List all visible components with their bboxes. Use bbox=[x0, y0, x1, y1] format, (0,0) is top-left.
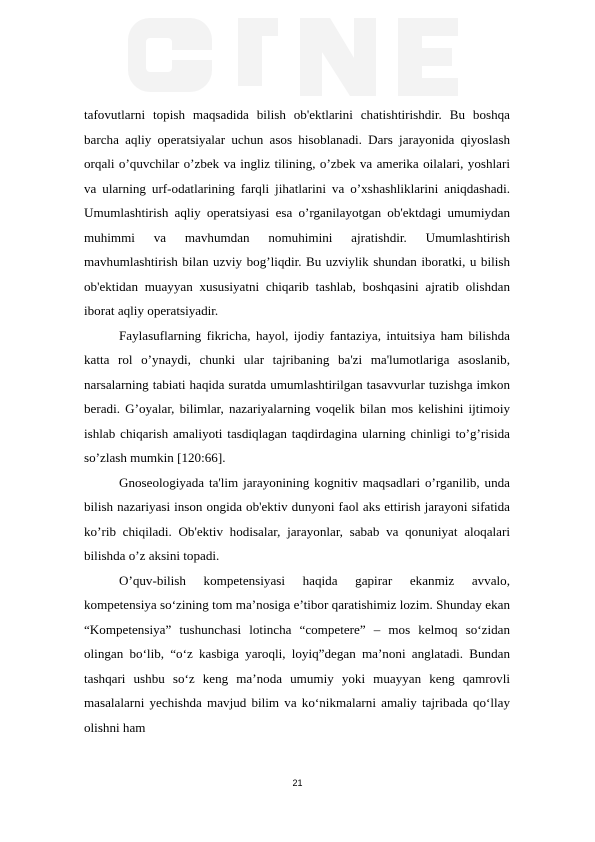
paragraph-2: Faylasuflarning fikricha, hayol, ijodiy fantaziya, intuitsiya ham bilishda katta rol o’ynaydi, chunki ular tajribaning ba'zi ma'lumotlariga asoslanib, narsalarning tabiati haqida suratda umumlashtirilgan tasavvurlar tuzishga imkon beradi. G’oyalar, bilimlar, nazariyalarning voqelik bilan mos kelishini ijtimoiy ishlab chiqarish amaliyoti tasdiqlagan taqdirdagina ularning chinligi to’g’risida so’zlash mumkin [120:66]. bbox=[84, 327, 510, 465]
document-body bbox=[84, 103, 510, 740]
paragraph-3: Gnoseologiyada ta'lim jarayonining kognitiv maqsadlari o’rganilib, unda bilish nazariyasi inson ongida ob'ektiv dunyoni faol aks ettirish jarayoni sifatida ko’rib chiqiladi. Ob'ektiv hodisalar, jarayonlar, sabab va qonuniyat aloqalari bilishda o’z aksini topadi. bbox=[84, 474, 510, 563]
page-number: 21 bbox=[292, 778, 303, 788]
paragraph-1: tafovutlarni topish maqsadida bilish ob'ektlarini chatishtirishdir. Bu boshqa barcha aqliy operatsiyalar uchun asos hisoblanadi. Dars jarayonida qiyoslash orqali o’quvchilar o’zbek va ingliz tilining, o’zbek va amerika oilalari, yoshlari va ularning urf-odatlarining farqli jihatlarini va o’xshashliklarini aniqdashadi. Umumlashtirish aqliy operatsiyasi esa o’rganilayotgan ob'ektdagi umumiydan muhimmi va mavhumdan nomuhimini ajratishdir. Umumlashtirish mavhumlashtirish bilan uzviy bog’liqdir. Bu uzviylik shundan iboratki, u bilish ob'ektidan muayyan xususiyatni chiqarib tashlab, boshqasini ajratib olishdan iborat aqliy operatsiyadir. bbox=[84, 107, 510, 318]
paragraph-4: O’quv-bilish kompetensiyasi haqida gapirar ekanmiz avvalo, kompetensiya so‘zining tom ma’nosiga e’tibor qaratishimiz lozim. Shunday ekan “Kompetensiya” tushunchasi lotincha “competere” – mos kelmoq so‘zidan olingan bo‘lib, “o‘z kasbiga yaroqli, loyiq”degan ma’noni anglatadi. Bundan tashqari ushbu so‘z keng ma’noda umumiy yoki muayyan keng qamrovli masalalarni yechishda mavjud bilim va ko‘nikmalarni amaliy tajribada qo‘llay olishni ham bbox=[84, 572, 510, 735]
